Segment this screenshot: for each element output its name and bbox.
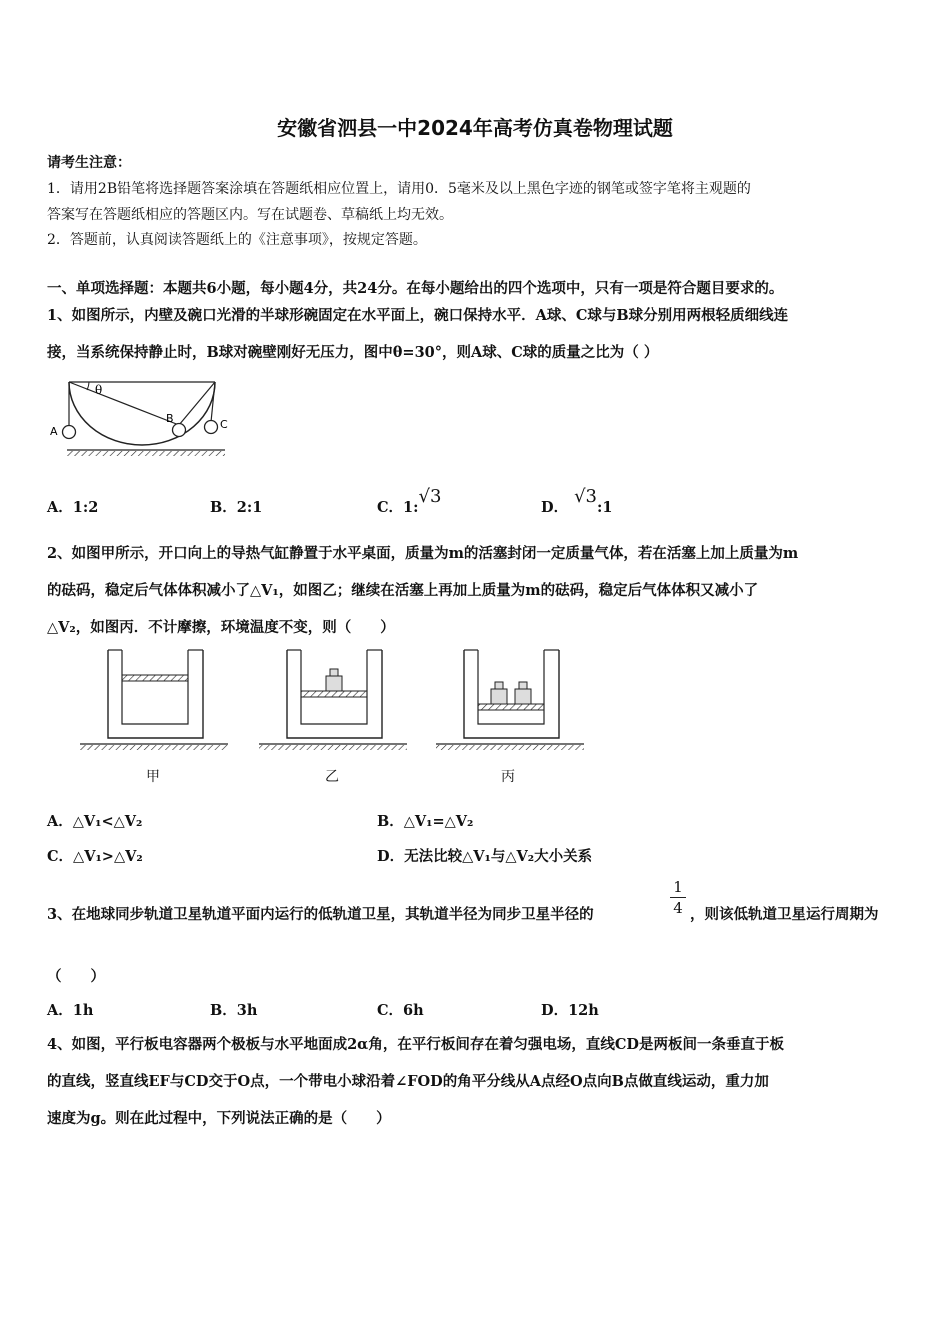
q3-option-b[interactable]: B．3h xyxy=(210,1002,258,1019)
notice-line-2: 答案写在答题纸相应的答题区内。写在试题卷、草稿纸上均无效。 xyxy=(47,207,453,223)
q3-option-a[interactable]: A．1h xyxy=(47,1002,94,1019)
sqrt3-d: √3 xyxy=(574,486,597,507)
fraction-bar xyxy=(670,897,686,898)
piston-jia xyxy=(122,675,188,681)
fig-label-bing: 丙 xyxy=(501,769,515,785)
fig-label-jia: 甲 xyxy=(146,769,160,785)
q1-option-c-prefix: C．1: xyxy=(377,499,419,516)
cylinder-yi xyxy=(259,650,407,750)
piston-bing xyxy=(478,704,544,710)
weight-yi xyxy=(326,669,342,691)
ball-b xyxy=(173,424,186,437)
ball-c xyxy=(205,421,218,434)
q3-text-line-1: 3、在地球同步轨道卫星轨道平面内运行的低轨道卫星，其轨道半径为同步卫星半径的 xyxy=(47,906,594,923)
fraction-numerator: 1 xyxy=(673,878,683,896)
q3-text-line-1-end: ，则该低轨道卫星运行周期为 xyxy=(690,906,879,923)
q4-text-line-1: 4、如图，平行板电容器两个极板与水平地面成2α角，在平行板间存在着匀强电场，直线CD是两板间一条垂直于板 xyxy=(47,1036,784,1053)
cylinder-jia xyxy=(80,650,228,750)
q1-option-d[interactable] xyxy=(541,486,613,517)
q2-text-line-2: 的砝码，稳定后气体体积减小了△V₁，如图乙；继续在活塞上再加上质量为m的砝码，稳定后气体体积又减小了 xyxy=(47,582,759,599)
q1-option-a[interactable]: A．1:2 xyxy=(47,499,99,516)
page-title: 安徽省泗县一中2024年高考仿真卷物理试题 xyxy=(277,116,673,140)
notice-heading: 请考生注意： xyxy=(47,155,131,171)
q2-text-line-3: △V₂，如图丙．不计摩擦，环境温度不变，则（ ） xyxy=(47,619,395,636)
q2-cylinder-figure xyxy=(78,646,588,756)
q2-option-a[interactable]: A．△V₁<△V₂ xyxy=(47,813,143,830)
theta-arc xyxy=(87,382,89,390)
weight-bing-1 xyxy=(491,682,507,704)
q4-text-line-2: 的直线，竖直线EF与CD交于O点，一个带电小球沿着∠FOD的角平分线从A点经O点向B点做直线运动，重力加 xyxy=(47,1073,769,1090)
q3-text-line-2: （ ） xyxy=(47,968,105,985)
q1-option-d-suffix: :1 xyxy=(597,499,613,516)
label-a: A xyxy=(50,425,58,438)
q1-text-line-1: 1、如图所示，内壁及碗口光滑的半球形碗固定在水平面上，碗口保持水平．A球、C球与B球分别用两根轻质细线连 xyxy=(47,307,789,324)
label-c: C xyxy=(220,418,228,431)
q1-option-c[interactable] xyxy=(377,486,442,517)
sqrt3-c: √3 xyxy=(418,486,442,507)
fraction-denominator: 4 xyxy=(673,899,683,917)
q1-bowl-figure xyxy=(45,372,245,462)
ground-hatch xyxy=(67,451,225,456)
q3-option-d[interactable]: D．12h xyxy=(541,1002,599,1019)
piston-yi xyxy=(301,691,367,697)
notice-line-1: 1．请用2B铅笔将选择题答案涂填在答题纸相应位置上，请用0．5毫米及以上黑色字迹的钢笔或签字笔将主观题的 xyxy=(47,181,751,197)
weight-bing-2 xyxy=(515,682,531,704)
theta-label: θ xyxy=(95,383,103,397)
section-heading: 一、单项选择题：本题共6小题，每小题4分，共24分。在每小题给出的四个选项中，只有一项是符合题目要求的。 xyxy=(47,280,784,297)
label-b: B xyxy=(166,412,174,425)
ball-a xyxy=(63,426,76,439)
cylinder-bing xyxy=(436,650,584,750)
q1-option-d-prefix: D． xyxy=(541,499,569,516)
thread-ab xyxy=(69,382,179,425)
notice-line-3: 2．答题前，认真阅读答题纸上的《注意事项》，按规定答题。 xyxy=(47,232,427,248)
fig-label-yi: 乙 xyxy=(325,769,339,785)
q1-text-line-2: 接，当系统保持静止时，B球对碗壁刚好无压力，图中θ=30°，则A球、C球的质量之比为（ ） xyxy=(47,344,659,361)
q3-option-c[interactable]: C．6h xyxy=(377,1002,424,1019)
q2-option-d[interactable]: D．无法比较△V₁与△V₂大小关系 xyxy=(377,848,593,865)
q1-option-b[interactable]: B．2:1 xyxy=(210,499,263,516)
q2-option-c[interactable]: C．△V₁>△V₂ xyxy=(47,848,143,865)
bowl-curve xyxy=(69,382,215,445)
q2-text-line-1: 2、如图甲所示，开口向上的导热气缸静置于水平桌面，质量为m的活塞封闭一定质量气体，若在活塞上加上质量为m xyxy=(47,545,799,562)
q4-text-line-3: 速度为g。则在此过程中，下列说法正确的是（ ） xyxy=(47,1110,391,1127)
q2-option-b[interactable]: B．△V₁=△V₂ xyxy=(377,813,474,830)
q3-fraction xyxy=(670,878,686,917)
thread-cb xyxy=(179,382,215,425)
